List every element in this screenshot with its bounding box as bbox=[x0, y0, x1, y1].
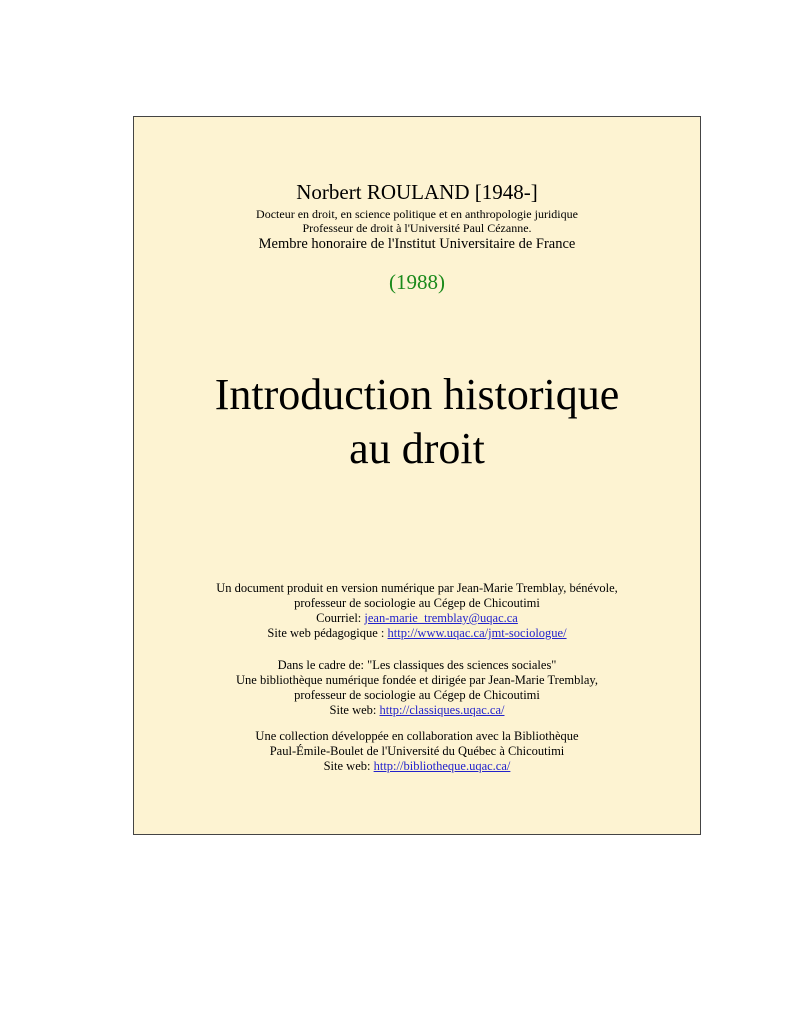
collection-line-1: Dans le cadre de: "Les classiques des sciences sociales" bbox=[277, 658, 557, 672]
library-site-link[interactable]: http://bibliotheque.uqac.ca/ bbox=[373, 759, 511, 773]
email-label: Courriel: bbox=[316, 611, 365, 625]
library-site-line bbox=[134, 759, 700, 774]
library-line-1: Une collection développée en collaboration avec la Bibliothèque bbox=[255, 729, 579, 743]
author-credential-2: Professeur de droit à l'Université Paul Cézanne. bbox=[302, 221, 532, 235]
collection-site-line bbox=[134, 703, 700, 718]
email-line bbox=[134, 611, 700, 626]
email-link[interactable]: jean-marie_tremblay@uqac.ca bbox=[364, 611, 518, 625]
pedagogic-site-line bbox=[134, 626, 700, 641]
author-name: Norbert ROULAND [1948-] bbox=[296, 180, 538, 204]
library-line-2: Paul-Émile-Boulet de l'Université du Québec à Chicoutimi bbox=[269, 744, 565, 758]
library-site-label: Site web: bbox=[323, 759, 374, 773]
collection-line-3: professeur de sociologie au Cégep de Chicoutimi bbox=[294, 688, 540, 702]
publication-year: (1988) bbox=[389, 270, 445, 294]
collection-line-2: Une bibliothèque numérique fondée et dirigée par Jean-Marie Tremblay, bbox=[236, 673, 598, 687]
cover-box bbox=[133, 116, 701, 835]
pedagogic-site-link[interactable]: http://www.uqac.ca/jmt-sociologue/ bbox=[387, 626, 567, 640]
pedagogic-site-label: Site web pédagogique : bbox=[267, 626, 388, 640]
collection-site-label: Site web: bbox=[329, 703, 380, 717]
book-title-line-2: au droit bbox=[349, 424, 485, 473]
author-membership: Membre honoraire de l'Institut Universitaire de France bbox=[258, 236, 576, 252]
collection-site-link[interactable]: http://classiques.uqac.ca/ bbox=[379, 703, 505, 717]
book-title-line-1: Introduction historique bbox=[214, 370, 620, 419]
library-credits bbox=[134, 729, 700, 774]
collection-credits bbox=[134, 658, 700, 718]
production-line-1: Un document produit en version numérique par Jean-Marie Tremblay, bénévole, bbox=[216, 581, 618, 595]
production-line-2: professeur de sociologie au Cégep de Chicoutimi bbox=[294, 596, 540, 610]
author-credential-1: Docteur en droit, en science politique et en anthropologie juridique bbox=[256, 207, 578, 221]
production-credits bbox=[134, 581, 700, 641]
